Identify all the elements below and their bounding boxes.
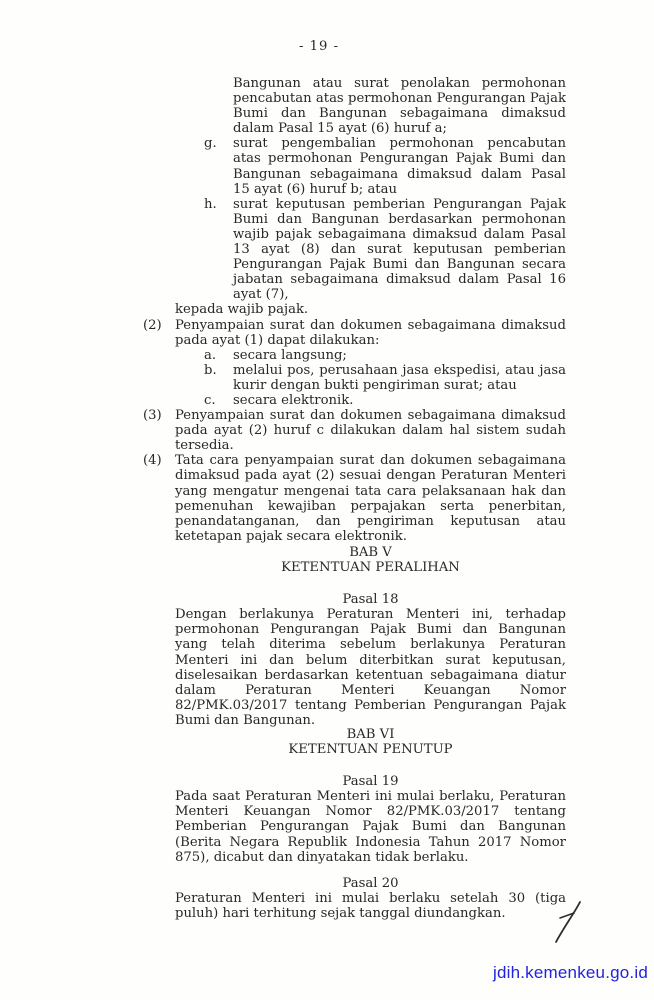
chapter-title-ketentuan-penutup: KETENTUAN PENUTUP	[288, 742, 453, 758]
list-marker: c.	[204, 392, 216, 408]
list-marker: b.	[204, 362, 217, 378]
section-bab-vi	[143, 727, 566, 865]
list-marker: (2)	[143, 317, 162, 333]
sub-list-item-text: melalui pos, perusahaan jasa ekspedisi, atau jasa kurir dengan bukti pengiriman surat; atau	[233, 362, 566, 393]
list-item-text: surat pengembalian permohonan pencabutan atas permohonan Pengurangan Pajak Bumi dan Bangunan sebagaimana dimaksud dalam Pasal 15 ayat (6) huruf b; atau	[233, 136, 566, 197]
handwritten-paraph-icon	[551, 899, 585, 945]
list-marker: g.	[204, 136, 217, 152]
jdih-watermark: jdih.kemenkeu.go.id	[492, 963, 648, 982]
pasal-20-body: Peraturan Menteri ini mulai berlaku setelah 30 (tiga puluh) hari terhitung sejak tanggal diundangkan.	[175, 891, 566, 922]
sub-list-item-text: secara langsung;	[233, 347, 347, 363]
section-pasal-20	[143, 876, 566, 921]
list-item-text: Tata cara penyampaian surat dan dokumen sebagaimana dimaksud pada ayat (2) sesuai dengan Peraturan Menteri yang mengatur mengenai tata cara pelaksanaan hak dan pemenuhan kewajiban perpajakan serta penerbitan, penandatanganan, dan pengiriman keputusan atau ketetapan pajak secara elektronik.	[175, 453, 566, 544]
sub-list-item-a	[175, 348, 566, 363]
section-bab-v	[143, 545, 566, 728]
list-item-ayat-2	[143, 318, 566, 409]
pasal-18-body: Dengan berlakunya Peraturan Menteri ini, terhadap permohonan Pengurangan Pajak Bumi dan Bangunan yang telah diterima sebelum berlakunya Peraturan Menteri ini dan belum diterbitkan surat keputusan, diselesaikan berdasarkan ketentuan sebagaimana diatur dalam Peraturan Menteri Keuangan Nomor 82/PMK.03/2017 tentang Pemberian Pengurangan Pajak Bumi dan Bangunan.	[175, 607, 566, 728]
pasal-19-body: Pada saat Peraturan Menteri ini mulai berlaku, Peraturan Menteri Keuangan Nomor 82/PMK.03/2017 tentang Pemberian Pengurangan Pajak Bumi dan Bangunan (Berita Negara Republik Indonesia Tahun 2017 Nomor 875), dicabut dan dinyatakan tidak berlaku.	[175, 789, 566, 865]
chapter-title-ketentuan-peralihan: KETENTUAN PERALIHAN	[281, 560, 460, 576]
list-item-letter-h	[143, 197, 566, 303]
body-text-block	[143, 76, 566, 544]
page-number: - 19 -	[298, 39, 340, 54]
list-item-text: Penyampaian surat dan dokumen sebagaimana dimaksud pada ayat (1) dapat dilakukan:	[175, 317, 566, 348]
pasal-18-label: Pasal 18	[342, 592, 399, 608]
sub-list-item-c	[175, 393, 566, 408]
pasal-20-label: Pasal 20	[342, 876, 399, 891]
list-item-text: surat keputusan pemberian Pengurangan Pajak Bumi dan Bangunan berdasarkan permohonan wajib pajak sebagaimana dimaksud dalam Pasal 13 ayat (8) dan surat keputusan pemberian Pengurangan Pajak Bumi dan Bangunan secara jabatan sebagaimana dimaksud dalam Pasal 16 ayat (7),	[233, 196, 566, 303]
list-item-ayat-3	[143, 408, 566, 453]
sub-list-item-text: secara elektronik.	[233, 392, 354, 408]
list-marker: (4)	[143, 453, 162, 469]
pasal-19-label: Pasal 19	[342, 774, 399, 790]
list-item-text: Penyampaian surat dan dokumen sebagaimana dimaksud pada ayat (2) huruf c dilakukan dalam hal sistem sudah tersedia.	[175, 408, 566, 454]
chapter-heading-bab-vi: BAB VI	[346, 727, 395, 742]
chapter-heading-bab-v: BAB V	[349, 545, 392, 560]
list-marker: (3)	[143, 408, 162, 424]
list-marker: h.	[204, 196, 217, 212]
list-closing-line: kepada wajib pajak.	[175, 302, 309, 318]
paragraph-continuation: Bangunan atau surat penolakan permohonan pencabutan atas permohonan Pengurangan Pajak Bumi dan Bangunan sebagaimana dimaksud dalam Pasal 15 ayat (6) huruf a;	[233, 76, 566, 137]
list-item-ayat-4	[143, 453, 566, 544]
sub-list-item-b	[175, 363, 566, 393]
list-marker: a.	[204, 347, 217, 363]
list-item-letter-g	[143, 136, 566, 196]
